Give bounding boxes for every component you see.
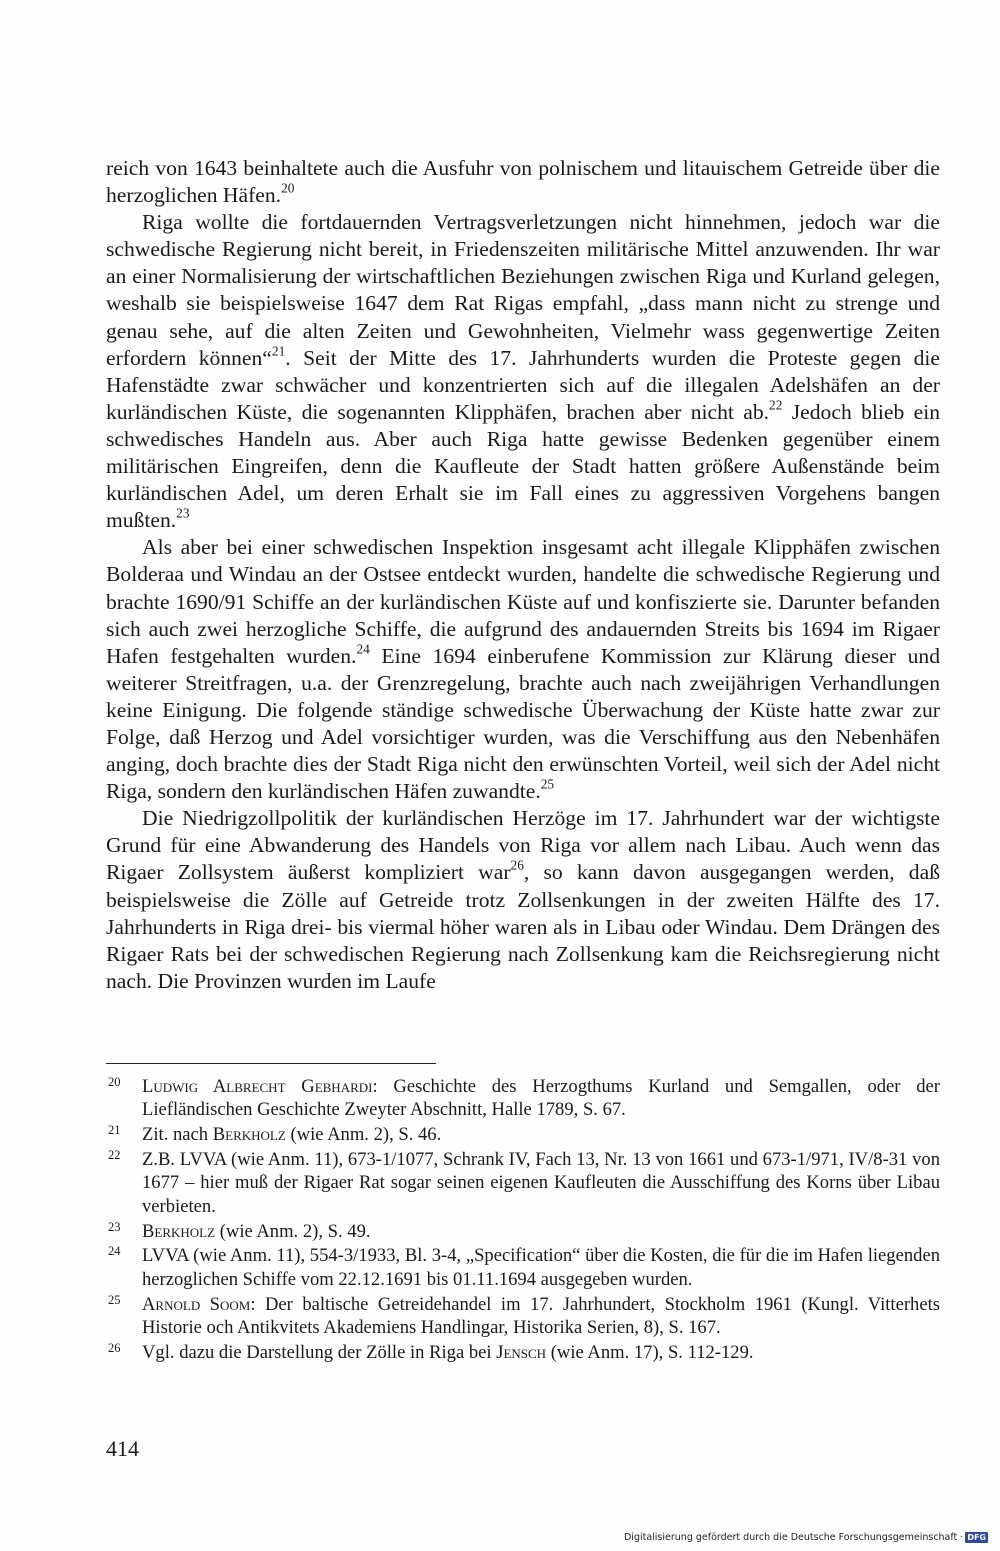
text-run: Zit. nach: [142, 1124, 213, 1146]
main-text: [106, 155, 940, 995]
footnote-reference: 21: [271, 343, 286, 359]
text-run: Riga wollte die fortdauernden Vertragsverletzungen nicht hinnehmen, jedoch war die schwedische Regierung nicht bereit, in Friedenszeiten militärische Mittel anzuwenden. Ihr war an einer Normalisierung der wirtschaftlichen Beziehungen zwischen Riga und Kurland gelegen, weshalb sie beispielsweise 1647 dem Rat Rigas empfahl, „dass mann nicht zu strenge und genau sehe, auf die alten Zeiten und Gewohnheiten, Vielmehr wass gegenwertige Zeiten erfordern können“: [106, 210, 940, 370]
text-run: . Seit der Mitte des 17. Jahrhunderts wurden die Proteste gegen die Hafenstädte zwar schwächer und konzentrierten sich auf die illegalen Adelshäfen an der kurländischen Küste, die sogenannten Klipphäfen, brachen aber nicht ab.: [106, 345, 941, 424]
digitization-credit: [624, 1532, 988, 1543]
footnote-reference: 23: [176, 505, 190, 521]
footnote-number: 26: [108, 1340, 121, 1355]
footnote: [106, 1220, 940, 1243]
dfg-logo-icon: DFG: [967, 1533, 986, 1542]
footnote-reference: 20: [281, 180, 295, 196]
footnote-number: 24: [108, 1244, 121, 1259]
text-run: (wie Anm. 2), S. 49.: [215, 1220, 371, 1242]
author-name: Ludwig Albrecht Gebhardi: [142, 1076, 373, 1097]
footnotes: [106, 1075, 940, 1366]
footnote-number: 20: [108, 1075, 121, 1089]
paragraph: [106, 805, 940, 995]
text-run: : Der baltische Getreidehandel im 17. Jahrhundert, Stockholm 1961 (Kungl. Vitterhets Historie och Antikvitets Akademiens Handlingar, Historika Serien, 8), S. 167.: [142, 1293, 940, 1339]
text-run: (wie Anm. 17), S. 112-129.: [546, 1341, 754, 1363]
author-name: Berkholz: [142, 1220, 216, 1242]
text-run: Z.B. LVVA (wie Anm. 11), 673-1/1077, Schrank IV, Fach 13, Nr. 13 von 1661 und 673-1/971, IV/8-31 von 1677 – hier muß der Rigaer Rat sogar seinen eigenen Kaufleuten die Ausschiffung des Korns über Libau verbieten.: [142, 1149, 940, 1217]
text-run: , so kann davon ausgegangen werden, daß beispielsweise die Zölle auf Getreide trotz Zollsenkungen in der zweiten Hälfte des 17. Jahrhunderts in Riga drei- bis viermal höher waren als in Libau oder Windau. Dem Drängen des Rigaer Rats bei der schwedischen Regierung nach Zollsenkung kam die Reichsregierung nicht nach. Die Provinzen wurden im Laufe: [106, 860, 940, 993]
footnote-reference: 26: [510, 858, 524, 874]
footnote: [106, 1244, 940, 1291]
footnote-number: 23: [108, 1219, 121, 1234]
paragraph: [106, 534, 940, 805]
footnote: [106, 1123, 940, 1146]
footnote-separator: [106, 1063, 436, 1064]
footnote-number: 21: [108, 1123, 121, 1138]
text-run: reich von 1643 beinhaltete auch die Ausfuhr von polnischem und litauischem Getreide über die herzoglichen Häfen.: [106, 156, 940, 208]
paragraph: [106, 155, 940, 209]
text-run: Die Niedrigzollpolitik der kurländischen Herzöge im 17. Jahrhundert war der wichtigste Grund für eine Abwanderung des Handels von Riga vor allem nach Libau. Auch wenn das Rigaer Zollsystem äußerst kompliziert war: [106, 806, 940, 885]
text-run: (wie Anm. 2), S. 46.: [285, 1124, 442, 1146]
text-run: : Geschichte des Herzogthums Kurland und Semgallen, oder der Liefländischen Geschichte Zweyter Abschnitt, Halle 1789, S. 67.: [142, 1076, 940, 1121]
author-name: Arnold Soom: [142, 1293, 251, 1315]
text-run: Eine 1694 einberufene Kommission zur Klärung dieser und weiterer Streitfragen, u.a. der Grenzregelung, brachte auch nach zweijährigen Verhandlungen keine Einigung. Die folgende ständige schwedische Überwachung der Küste hatte zwar zur Folge, daß Herzog und Adel vorsichtiger wurden, was die Verschiffung aus den Nebenhäfen anging, doch brachte dies der Stadt Riga nicht den erwünschten Vorteil, weil sich der Adel nicht Riga, sondern den kurländischen Häfen zuwandte.: [106, 643, 940, 804]
author-name: Jensch: [496, 1341, 547, 1363]
page-number: 414: [106, 1436, 139, 1461]
footnote: [106, 1341, 940, 1364]
text-run: Jedoch blieb ein schwedisches Handeln aus. Aber auch Riga hatte gewisse Bedenken gegenüber einem militärischen Eingreifen, denn die Kaufleute der Stadt hatten größere Außenstände beim kurländischen Adel, um deren Erhalt sie im Fall eines zu aggressiven Vorgehens bangen mußten.: [106, 399, 941, 533]
footnote-number: 25: [108, 1292, 121, 1307]
footnote-reference: 22: [769, 397, 783, 413]
paragraph: [106, 209, 940, 534]
author-name: Berkholz: [212, 1124, 286, 1146]
footnote-reference: 25: [540, 776, 555, 792]
text-run: Vgl. dazu die Darstellung der Zölle in Riga bei: [142, 1341, 497, 1363]
footnote-number: 22: [108, 1148, 121, 1162]
text-run: Als aber bei einer schwedischen Inspektion insgesamt acht illegale Klipphäfen zwischen Bolderaa und Windau an der Ostsee entdeckt wurden, handelte die schwedische Regierung und brachte 1690/91 Schiffe an der kurländischen Küste auf und konfiszierte sie. Darunter befanden sich auch zwei herzogliche Schiffe, die aufgrund des andauernden Streits bis 1694 im Rigaer Hafen festgehalten wurden.: [106, 535, 940, 668]
footnote-reference: 24: [356, 641, 370, 657]
footnote: [106, 1293, 940, 1340]
text-run: LVVA (wie Anm. 11), 554-3/1933, Bl. 3-4, „Specification“ über die Kosten, die für die im Hafen liegenden herzoglichen Schiffe vom 22.12.1691 bis 01.11.1694 ausgegeben wurden.: [142, 1245, 940, 1290]
footnote: [106, 1148, 940, 1218]
footnote: [106, 1075, 940, 1122]
credit-text: Digitalisierung gefördert durch die Deutsche Forschungsgemeinschaft ·: [623, 1532, 964, 1543]
